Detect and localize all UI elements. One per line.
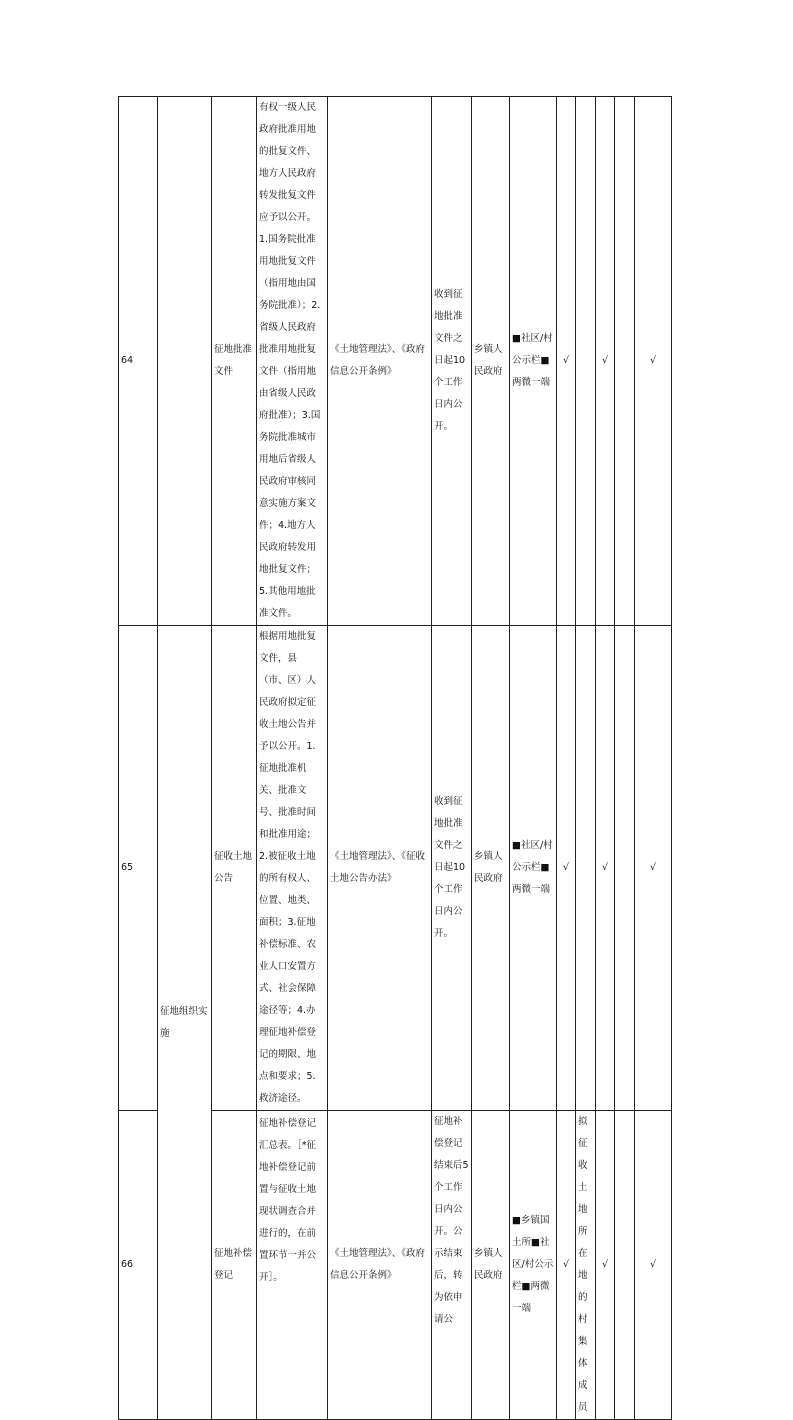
check-cell: √ — [557, 1111, 576, 1420]
check-cell — [615, 1111, 635, 1420]
basis-cell: 《土地管理法》、《政府信息公开条例》 — [328, 1111, 432, 1420]
check-cell — [615, 626, 635, 1111]
table-row — [119, 97, 672, 626]
object-cell — [576, 626, 596, 1111]
basis-cell: 《土地管理法》、《征收土地公告办法》 — [328, 626, 432, 1111]
check-cell: √ — [635, 1111, 672, 1420]
channel-cell: ■社区/村公示栏■两微一端 — [510, 97, 557, 626]
check-cell: √ — [596, 1111, 615, 1420]
disclosure-table — [118, 96, 672, 1420]
item-cell: 征地补偿登记 — [212, 1111, 257, 1420]
time-cell: 征地补偿登记结束后5个工作日内公开。公示结束后，转为依申请公 — [432, 1111, 472, 1420]
content-cell: 征地补偿登记汇总表。［*征地补偿登记前置与征收土地现状调查合并进行的，在前置环节一并公开］。 — [257, 1111, 328, 1420]
row-number: 66 — [119, 1111, 158, 1420]
check-cell: √ — [596, 97, 615, 626]
row-number: 64 — [119, 97, 158, 626]
check-cell: √ — [596, 626, 615, 1111]
subject-cell: 乡镇人民政府 — [472, 1111, 510, 1420]
subject-cell: 乡镇人民政府 — [472, 97, 510, 626]
check-cell: √ — [635, 626, 672, 1111]
category-cell: 征地组织实施 — [158, 626, 212, 1420]
basis-cell: 《土地管理法》、《政府信息公开条例》 — [328, 97, 432, 626]
item-cell: 征收土地公告 — [212, 626, 257, 1111]
time-cell: 收到征地批准文件之日起10个工作日内公开。 — [432, 97, 472, 626]
channel-cell: ■社区/村公示栏■两微一端 — [510, 626, 557, 1111]
object-cell: 拟征收土地所在地的村集体成员 — [576, 1111, 596, 1420]
time-cell: 收到征地批准文件之日起10个工作日内公开。 — [432, 626, 472, 1111]
subject-cell: 乡镇人民政府 — [472, 626, 510, 1111]
channel-cell: ■乡镇国土所■社区/村公示栏■两微一端 — [510, 1111, 557, 1420]
check-cell: √ — [557, 97, 576, 626]
check-cell: √ — [635, 97, 672, 626]
content-cell: 根据用地批复文件，县（市、区）人民政府拟定征收土地公告并予以公开。1.征地批准机关、批准文号、批准时间和批准用途；2.被征收土地的所有权人、位置、地类、面积；3.征地补偿标准、农业人口安置方式、社会保障途径等；4.办理征地补偿登记的期限、地点和要求；5.救济途径。 — [257, 626, 328, 1111]
check-cell: √ — [557, 626, 576, 1111]
category-cell — [158, 97, 212, 626]
content-cell: 有权一级人民政府批准用地的批复文件、地方人民政府转发批复文件应予以公开。1.国务院批准用地批复文件（指用地由国务院批准）；2.省级人民政府批准用地批复文件（指用地由省级人民政府批准）；3.国务院批准城市用地后省级人民政府审核同意实施方案文件；4.地方人民政府转发用地批复文件；5.其他用地批准文件。 — [257, 97, 328, 626]
row-number: 65 — [119, 626, 158, 1111]
table-row — [119, 626, 672, 1111]
item-cell: 征地批准文件 — [212, 97, 257, 626]
object-cell — [576, 97, 596, 626]
check-cell — [615, 97, 635, 626]
